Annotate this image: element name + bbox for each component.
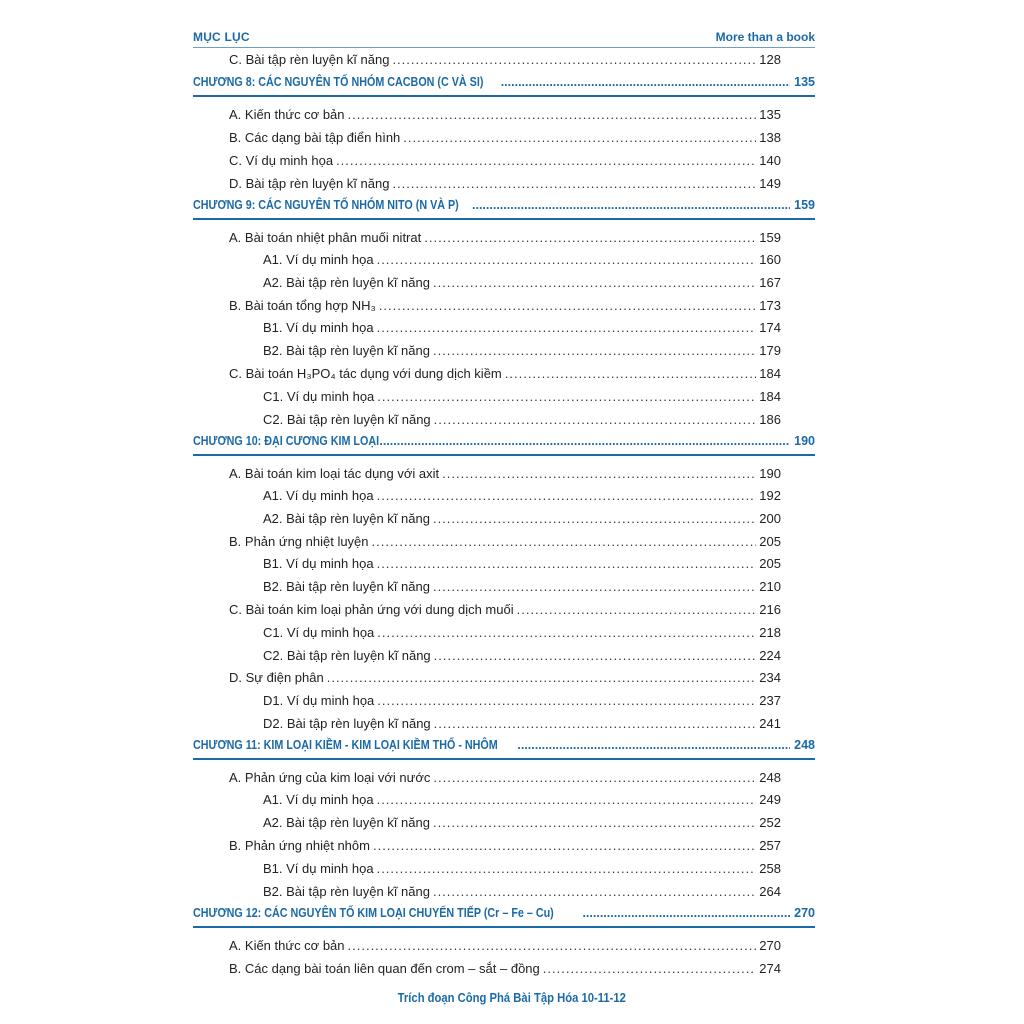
chapter-page-number: 159: [794, 198, 815, 212]
entry-page-number: 205: [759, 556, 781, 571]
entry-title: D. Bài tập rèn luyện kĩ năng: [229, 176, 390, 191]
chapter-heading[interactable]: [193, 738, 815, 760]
toc-subentry[interactable]: [263, 884, 781, 899]
chapter-heading[interactable]: [193, 906, 815, 928]
toc-subentry[interactable]: [263, 648, 781, 663]
dot-leader: [505, 366, 757, 381]
dot-leader: [433, 770, 756, 785]
dot-leader: [377, 792, 757, 807]
entry-page-number: 174: [759, 320, 781, 335]
dot-leader: [377, 488, 757, 503]
toc-entry[interactable]: [229, 961, 781, 976]
dot-leader: [336, 153, 756, 168]
toc-subentry[interactable]: [263, 815, 781, 830]
chapter-title: CHƯƠNG 9: CÁC NGUYÊN TỐ NHÓM NITO (N VÀ P): [193, 198, 459, 212]
toc-entry[interactable]: [229, 534, 781, 549]
entry-page-number: 167: [759, 275, 781, 290]
chapter-title: CHƯƠNG 8: CÁC NGUYÊN TỐ NHÓM CACBON (C VÀ SI): [193, 75, 484, 89]
entry-title: B1. Ví dụ minh họa: [263, 556, 374, 571]
entry-title: B2. Bài tập rèn luyện kĩ năng: [263, 579, 430, 594]
dot-leader: [348, 938, 757, 953]
header-section-title: MỤC LỤC: [193, 30, 250, 44]
entry-page-number: 252: [759, 815, 781, 830]
dot-leader: [377, 625, 756, 640]
toc-subentry[interactable]: [263, 625, 781, 640]
entry-page-number: 237: [759, 693, 781, 708]
toc-subentry[interactable]: [263, 320, 781, 335]
entry-page-number: 140: [759, 153, 781, 168]
entry-title: C1. Ví dụ minh họa: [263, 625, 375, 640]
dot-leader: [434, 716, 757, 731]
entry-title: B. Bài toán tổng hợp NH₃: [229, 298, 376, 313]
toc-subentry[interactable]: [263, 556, 781, 571]
toc-entry[interactable]: [229, 602, 781, 617]
entry-title: A2. Bài tập rèn luyện kĩ năng: [263, 815, 430, 830]
entry-page-number: 248: [759, 770, 781, 785]
toc-subentry[interactable]: [263, 343, 781, 358]
dot-leader: [372, 534, 757, 549]
dot-leader: [582, 906, 790, 920]
toc-subentry[interactable]: [263, 861, 781, 876]
toc-subentry[interactable]: [263, 389, 781, 404]
toc-subentry[interactable]: [263, 511, 781, 526]
entry-page-number: 249: [759, 792, 781, 807]
toc-subentry[interactable]: [263, 252, 781, 267]
entry-title: B. Các dạng bài tập điển hình: [229, 130, 401, 145]
entry-page-number: 205: [759, 534, 781, 549]
entry-title: B2. Bài tập rèn luyện kĩ năng: [263, 884, 430, 899]
toc-entry[interactable]: [229, 130, 781, 145]
toc-entry[interactable]: [229, 107, 781, 122]
entry-title: B1. Ví dụ minh họa: [263, 320, 374, 335]
dot-leader: [377, 556, 757, 571]
entry-page-number: 186: [759, 412, 781, 427]
dot-leader: [327, 670, 757, 685]
chapter-page-number: 270: [794, 906, 815, 920]
entry-page-number: 190: [759, 466, 781, 481]
entry-title: C. Bài tập rèn luyện kĩ năng: [229, 52, 390, 67]
dot-leader: [377, 252, 757, 267]
entry-page-number: 216: [759, 602, 781, 617]
chapter-title: CHƯƠNG 10: ĐẠI CƯƠNG KIM LOẠI: [193, 434, 380, 448]
entry-page-number: 184: [759, 389, 781, 404]
toc-entry[interactable]: [229, 52, 781, 67]
entry-page-number: 160: [759, 252, 781, 267]
entry-page-number: 218: [759, 625, 781, 640]
entry-title: B2. Bài tập rèn luyện kĩ năng: [263, 343, 430, 358]
dot-leader: [433, 815, 756, 830]
entry-title: C. Ví dụ minh họa: [229, 153, 334, 168]
entry-title: B. Phản ứng nhiệt luyện: [229, 534, 369, 549]
entry-title: B1. Ví dụ minh họa: [263, 861, 374, 876]
toc-subentry[interactable]: [263, 693, 781, 708]
entry-title: A1. Ví dụ minh họa: [263, 792, 374, 807]
dot-leader: [517, 738, 790, 752]
entry-page-number: 173: [759, 298, 781, 313]
entry-title: D1. Ví dụ minh họa: [263, 693, 375, 708]
entry-title: D. Sự điện phân: [229, 670, 324, 685]
page-footer: [0, 991, 1024, 1005]
dot-leader: [543, 961, 757, 976]
footer-text: Trích đoạn Công Phá Bài Tập Hóa 10-11-12: [397, 991, 627, 1005]
entry-page-number: 258: [759, 861, 781, 876]
chapter-heading[interactable]: [193, 434, 815, 456]
dot-leader: [434, 648, 757, 663]
entry-page-number: 179: [759, 343, 781, 358]
dot-leader: [403, 130, 756, 145]
toc-entry[interactable]: [229, 938, 781, 953]
chapter-page-number: 248: [794, 738, 815, 752]
entry-page-number: 159: [759, 230, 781, 245]
entry-page-number: 128: [759, 52, 781, 67]
entry-page-number: 184: [759, 366, 781, 381]
entry-title: A2. Bài tập rèn luyện kĩ năng: [263, 275, 430, 290]
toc-subentry[interactable]: [263, 412, 781, 427]
dot-leader: [392, 52, 756, 67]
toc-entry[interactable]: [229, 466, 781, 481]
dot-leader: [433, 275, 756, 290]
toc-entry[interactable]: [229, 230, 781, 245]
entry-title: D2. Bài tập rèn luyện kĩ năng: [263, 716, 431, 731]
dot-leader: [373, 838, 756, 853]
entry-title: A. Phản ứng của kim loại với nước: [229, 770, 431, 785]
dot-leader: [392, 176, 756, 191]
entry-page-number: 200: [759, 511, 781, 526]
entry-title: C2. Bài tập rèn luyện kĩ năng: [263, 412, 431, 427]
entry-title: A1. Ví dụ minh họa: [263, 488, 374, 503]
toc-entry[interactable]: [229, 153, 781, 168]
entry-page-number: 270: [759, 938, 781, 953]
chapter-title: CHƯƠNG 11: KIM LOẠI KIỀM - KIM LOẠI KIỀM THỔ - NHÔM: [193, 738, 498, 752]
entry-title: A. Bài toán nhiệt phân muối nitrat: [229, 230, 422, 245]
entry-page-number: 264: [759, 884, 781, 899]
dot-leader: [348, 107, 757, 122]
toc-entry[interactable]: [229, 838, 781, 853]
entry-page-number: 192: [759, 488, 781, 503]
dot-leader: [424, 230, 756, 245]
dot-leader: [434, 412, 757, 427]
entry-title: C2. Bài tập rèn luyện kĩ năng: [263, 648, 431, 663]
dot-leader: [433, 884, 756, 899]
dot-leader: [379, 298, 757, 313]
dot-leader: [433, 511, 756, 526]
toc-subentry[interactable]: [263, 275, 781, 290]
chapter-page-number: 135: [794, 75, 815, 89]
entry-page-number: 149: [759, 176, 781, 191]
entry-title: B. Phản ứng nhiệt nhôm: [229, 838, 370, 853]
entry-page-number: 257: [759, 838, 781, 853]
chapter-title: CHƯƠNG 12: CÁC NGUYÊN TỐ KIM LOẠI CHUYỂN TIẾP (Cr – Fe – Cu): [193, 906, 554, 920]
dot-leader: [377, 693, 756, 708]
chapter-page-number: 190: [794, 434, 815, 448]
toc-subentry[interactable]: [263, 579, 781, 594]
dot-leader: [517, 602, 757, 617]
dot-leader: [433, 579, 756, 594]
entry-title: A. Kiến thức cơ bản: [229, 938, 345, 953]
dot-leader: [377, 320, 757, 335]
dot-leader: [379, 434, 790, 448]
entry-page-number: 135: [759, 107, 781, 122]
toc-entry[interactable]: [229, 670, 781, 685]
entry-title: C. Bài toán H₃PO₄ tác dụng với dung dịch kiềm: [229, 366, 502, 381]
dot-leader: [442, 466, 756, 481]
header-tagline: More than a book: [715, 30, 815, 44]
dot-leader: [433, 343, 756, 358]
entry-title: A2. Bài tập rèn luyện kĩ năng: [263, 511, 430, 526]
entry-title: A. Kiến thức cơ bản: [229, 107, 345, 122]
toc-entry[interactable]: [229, 770, 781, 785]
entry-page-number: 210: [759, 579, 781, 594]
entry-title: A. Bài toán kim loại tác dụng với axit: [229, 466, 440, 481]
dot-leader: [472, 198, 790, 212]
chapter-heading[interactable]: [193, 198, 815, 220]
entry-page-number: 224: [759, 648, 781, 663]
toc-subentry[interactable]: [263, 488, 781, 503]
toc-entry[interactable]: [229, 176, 781, 191]
chapter-heading[interactable]: [193, 75, 815, 97]
entry-page-number: 274: [759, 961, 781, 976]
dot-leader: [377, 389, 756, 404]
entry-title: C. Bài toán kim loại phản ứng với dung dịch muối: [229, 602, 514, 617]
entry-title: C1. Ví dụ minh họa: [263, 389, 375, 404]
entry-page-number: 234: [759, 670, 781, 685]
dot-leader: [501, 75, 790, 89]
entry-title: A1. Ví dụ minh họa: [263, 252, 374, 267]
toc-entry[interactable]: [229, 366, 781, 381]
entry-page-number: 241: [759, 716, 781, 731]
entry-title: B. Các dạng bài toán liên quan đến crom – sắt – đồng: [229, 961, 540, 976]
toc-subentry[interactable]: [263, 716, 781, 731]
dot-leader: [377, 861, 757, 876]
toc-entry[interactable]: [229, 298, 781, 313]
toc-subentry[interactable]: [263, 792, 781, 807]
entry-page-number: 138: [759, 130, 781, 145]
